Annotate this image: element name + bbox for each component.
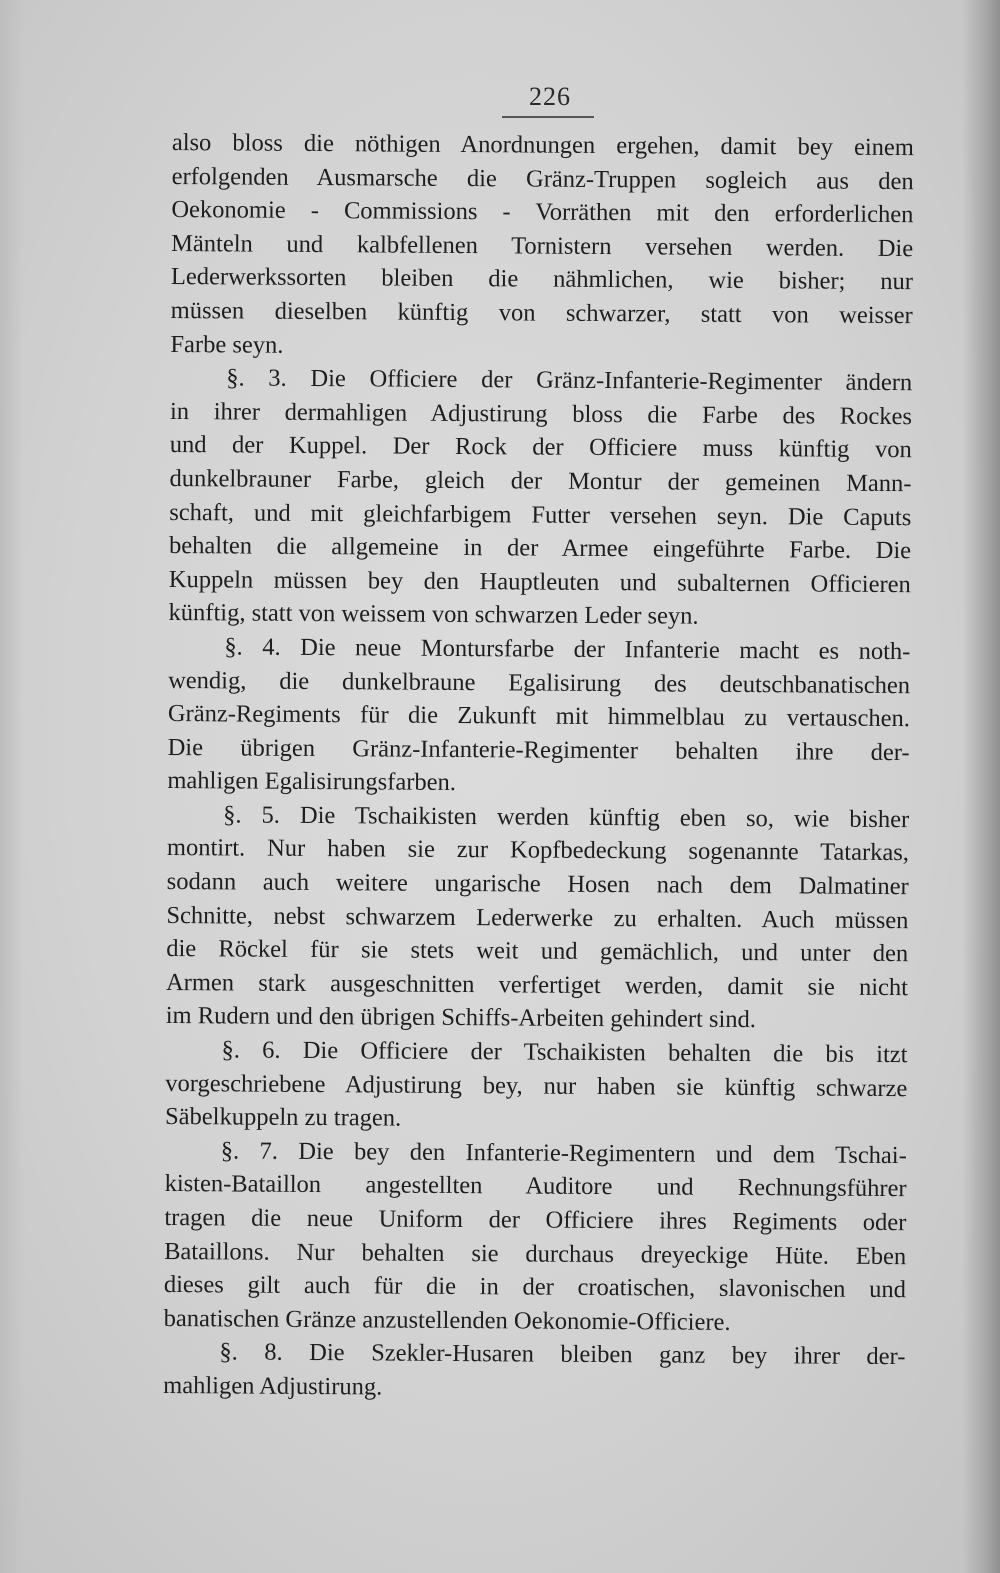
text-line: Säbelkuppeln zu tragen. bbox=[164, 1103, 402, 1132]
text-line: Bataillons. Nur behalten sie durchaus dreyeckige Hüte. Eben bbox=[164, 1237, 907, 1270]
text-line: mahligen Adjustirung. bbox=[163, 1371, 383, 1401]
section-7-heading-line: §. 7. Die bey den Infanterie-Regimentern und dem Tschai- bbox=[220, 1137, 907, 1169]
section-8-heading-line: §. 8. Die Szekler-Husaren bleiben ganz bey ihrer der- bbox=[219, 1338, 906, 1371]
text-line: müssen dieselben künftig von schwarzer, statt von weisser bbox=[170, 296, 913, 330]
page-number-rule bbox=[502, 116, 594, 118]
text-line: mahligen Egalisirungsfarben. bbox=[167, 767, 457, 797]
text-line: künftig, statt von weissem von schwarzen Leder seyn. bbox=[168, 599, 699, 631]
text-line: Kuppeln müssen bey den Hauptleuten und subalternen Officieren bbox=[168, 565, 911, 598]
section-4-heading-line: §. 4. Die neue Montursfarbe der Infanterie macht es noth- bbox=[224, 633, 911, 666]
text-line: vorgeschriebene Adjustirung bey, nur haben sie künftig schwarze bbox=[165, 1069, 908, 1102]
section-5-heading-line: §. 5. Die Tschaikisten werden künftig eben so, wie bisher bbox=[223, 801, 910, 834]
text-line: tragen die neue Uniform der Officiere ihres Regiments oder bbox=[164, 1203, 907, 1237]
page-number: 226 bbox=[529, 82, 571, 111]
text-line: dunkelbrauner Farbe, gleich der Montur der gemeinen Mann- bbox=[169, 464, 912, 498]
text-line: banatischen Gränze anzustellenden Oekonomie-Officiere. bbox=[163, 1304, 731, 1336]
page-right-shadow bbox=[962, 0, 1000, 1573]
text-line: dieses gilt auch für die in der croatischen, slavonischen und bbox=[163, 1271, 906, 1304]
section-3-heading-line: §. 3. Die Officiere der Gränz-Infanterie-Regimenter ändern bbox=[226, 364, 913, 397]
text-line: Armen stark ausgeschnitten verfertiget werden, damit sie nicht bbox=[165, 968, 909, 1002]
body-text bbox=[163, 126, 914, 1408]
text-line: montirt. Nur haben sie zur Kopfbedeckung sogenannte Tatarkas, bbox=[166, 834, 910, 867]
text-line: wendig, die dunkelbraune Egalisirung des deutschbanatischen bbox=[168, 666, 911, 699]
text-line: Mänteln und kalbfellenen Tornistern versehen werden. Die bbox=[171, 229, 914, 262]
text-line: Oekonomie - Commissions - Vorräthen mit den erforderlichen bbox=[171, 196, 914, 229]
text-line: Farbe seyn. bbox=[170, 330, 284, 359]
text-line: schaft, und mit gleichfarbigem Futter versehen seyn. Die Caputs bbox=[169, 498, 912, 531]
text-line: sodann auch weitere ungarische Hosen nach dem Dalmatiner bbox=[166, 868, 909, 901]
text-line: Gränz-Regiments für die Zukunft mit himmelblau zu vertauschen. bbox=[167, 700, 910, 733]
text-line: behalten die allgemeine in der Armee eingeführte Farbe. Die bbox=[168, 532, 912, 565]
text-line: Lederwerkssorten bleiben die nähmlichen, wie bisher; nur bbox=[170, 263, 914, 296]
section-6-heading-line: §. 6. Die Officiere der Tschaikisten behalten die bis itzt bbox=[221, 1036, 908, 1069]
text-line: kisten-Bataillon angestellten Auditore und Rechnungsführer bbox=[164, 1170, 907, 1203]
text-line: in ihrer dermahligen Adjustirung bloss die Farbe des Rockes bbox=[169, 397, 913, 430]
text-line: Schnitte, nebst schwarzem Lederwerke zu erhalten. Auch müssen bbox=[166, 901, 909, 934]
text-line: im Rudern und den übrigen Schiffs-Arbeiten gehindert sind. bbox=[165, 1002, 757, 1034]
text-line: also bloss die nöthigen Anordnungen ergehen, damit bey einem bbox=[171, 128, 914, 162]
text-line: die Röckel für sie stets weit und gemächlich, und unter den bbox=[166, 935, 909, 968]
text-line: Die übrigen Gränz-Infanterie-Regimenter behalten ihre der- bbox=[167, 733, 910, 766]
text-line: erfolgenden Ausmarsche die Gränz-Truppen sogleich aus den bbox=[171, 162, 914, 195]
text-line: und der Kuppel. Der Rock der Officiere muss künftig von bbox=[169, 431, 912, 464]
page-left-shadow bbox=[0, 0, 24, 1573]
